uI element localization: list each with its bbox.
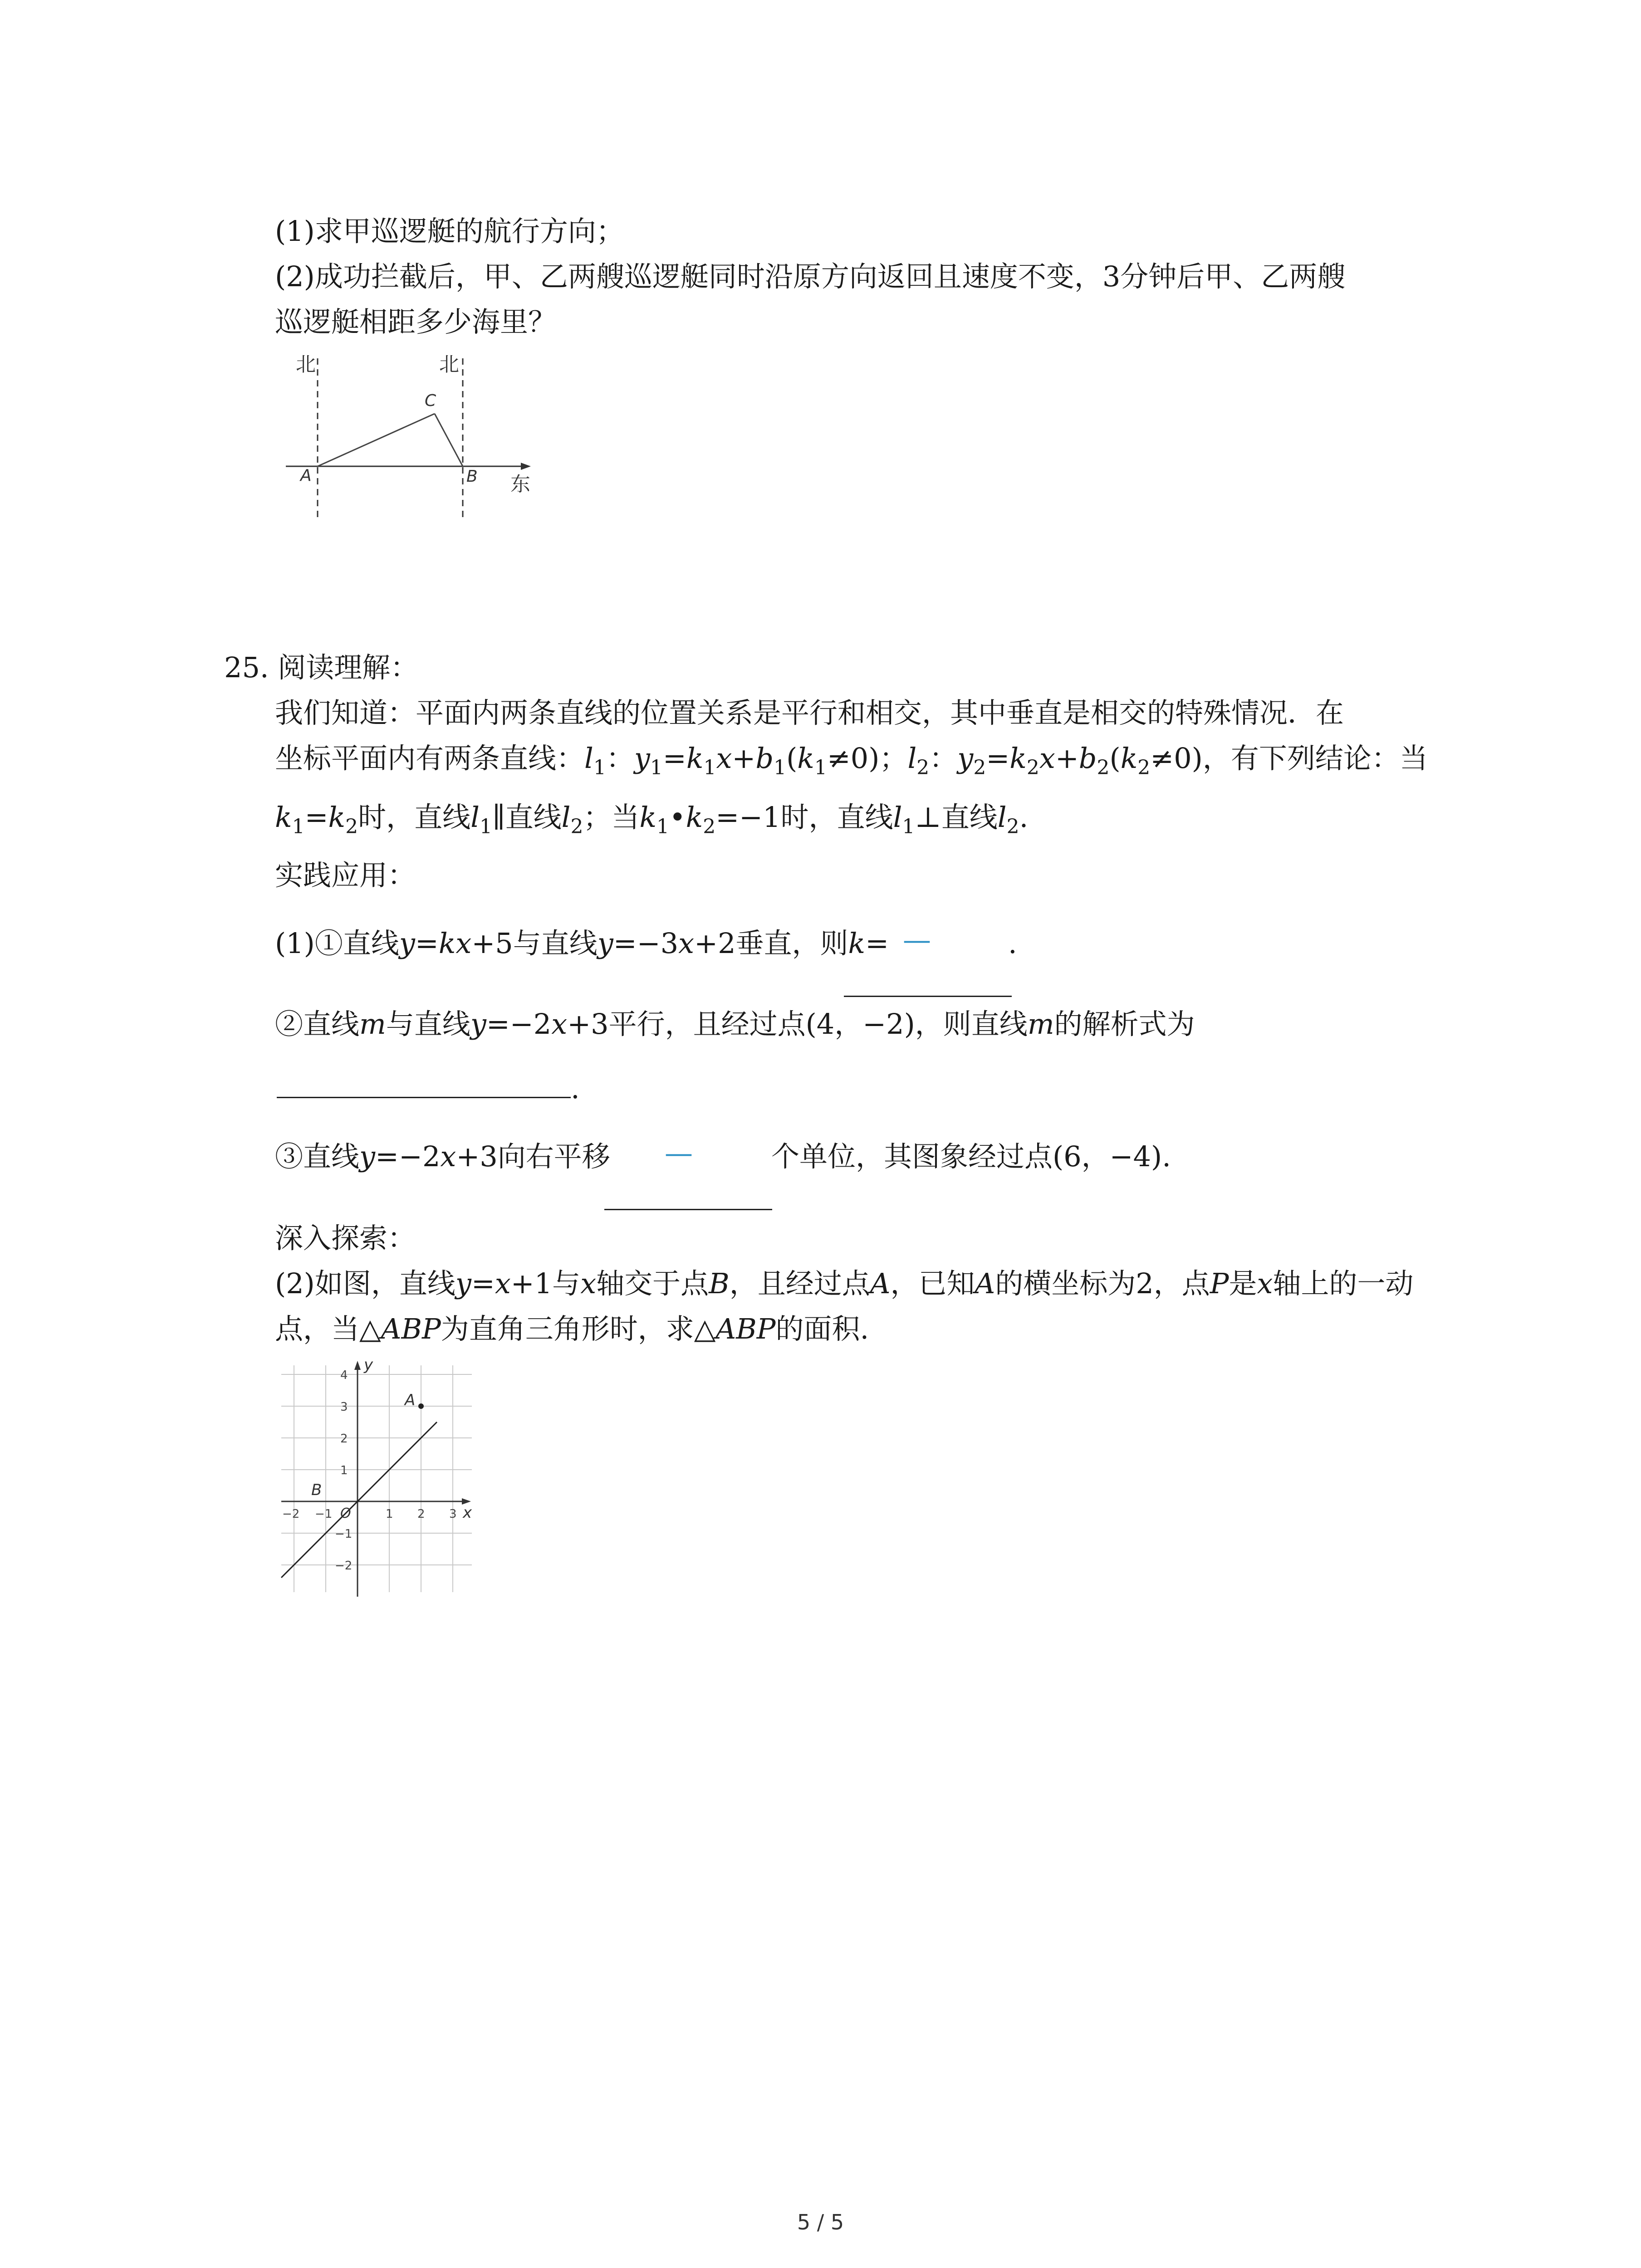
q25-p3-part2: 个单位，其图象经过点(6，−4). [771, 1140, 1171, 1173]
segment-ac [318, 414, 435, 466]
x-tick-label: 1 [386, 1507, 393, 1521]
x-tick-label: −1 [315, 1507, 333, 1521]
p3-answer-blank[interactable] [604, 1209, 772, 1210]
q25-intro-line1: 我们知道：平面内两条直线的位置关系是平行和相交，其中垂直是相交的特殊情况．在 [275, 696, 1344, 729]
x-tick-label: −2 [282, 1507, 300, 1521]
point-a-label: A [300, 466, 312, 485]
p1-answer-blank[interactable] [844, 996, 1012, 997]
q25-intro-line2: 坐标平面内有两条直线：$l_1$：$y_1=k_1x+b_1(k_1\ne 0)$；$l_2$：$y_2=k_2x+b_2(k_2\ne 0)$，有下列结论：当 [275, 742, 1428, 779]
q25-p2: ②直线m与直线y=−2x+3平行，且经过点(4，−2)，则直线m的解析式为 [275, 1007, 1195, 1041]
y-axis-label: y [364, 1356, 373, 1374]
grid-lines [281, 1365, 472, 1592]
q24-part2-line2: 巡逻艇相距多少海里？ [275, 305, 557, 338]
x-tick-label: 3 [449, 1507, 457, 1521]
q25-title: 25. 阅读理解： [224, 651, 419, 684]
point-b-label: B [311, 1481, 322, 1499]
north-label-left: 北 [296, 353, 316, 376]
line-y-eq-x-plus-1 [281, 1422, 437, 1578]
point-a-label: A [405, 1391, 416, 1409]
north-label-right: 北 [439, 353, 459, 376]
y-tick-label: 4 [340, 1369, 348, 1382]
y-tick-label: −2 [335, 1559, 353, 1573]
page-number: 5 / 5 [797, 2210, 844, 2234]
x-tick-label: 2 [417, 1507, 425, 1521]
segment-cb [435, 414, 463, 466]
q25-coordinate-graph [272, 1356, 490, 1601]
point-a [418, 1403, 424, 1409]
point-b-label: B [466, 467, 478, 486]
y-tick-label: 3 [340, 1400, 348, 1414]
p3-answer-dash: — [665, 1136, 693, 1169]
q25-p1: (1)①直线y=kx+5与直线y=−3x+2垂直，则k= [275, 927, 889, 960]
q24-part2-line1: (2)成功拦截后，甲、乙两艘巡逻艇同时沿原方向返回且速度不变，3分钟后甲、乙两艘 [275, 260, 1346, 293]
q24-part1: (1)求甲巡逻艇的航行方向； [275, 215, 624, 248]
point-c-label: C [425, 391, 436, 410]
q25-explore-heading: 深入探索： [275, 1222, 416, 1255]
q25-part2-line2: 点，当△ABP为直角三角形时，求△ABP的面积. [275, 1312, 869, 1345]
origin-label: O [340, 1505, 351, 1521]
x-axis-label: x [463, 1504, 472, 1522]
p1-end-period: . [1008, 927, 1017, 960]
q24-figure [272, 349, 554, 522]
p1-answer-dash: — [903, 923, 931, 956]
q25-part2-line1: (2)如图，直线y=x+1与x轴交于点B，且经过点A，已知A的横坐标为2，点P是x轴上的一动 [275, 1267, 1414, 1300]
y-tick-label: 1 [340, 1464, 348, 1477]
q25-p3-part1: ③直线y=−2x+3向右平移 [275, 1140, 610, 1173]
p2-end-period: . [571, 1072, 580, 1105]
east-label: 东 [510, 473, 530, 496]
east-arrowhead [521, 463, 531, 470]
q25-practice-heading: 实践应用： [275, 859, 416, 892]
y-tick-label: 2 [340, 1432, 348, 1446]
y-tick-label: −1 [335, 1527, 353, 1541]
p2-answer-blank[interactable] [277, 1097, 571, 1098]
q25-intro-line3: $k_1=k_2$时，直线$l_1\parallel$直线$l_2$；当$k_1•k_2=-1$时，直线$l_1\perp$直线$l_2$. [275, 801, 1029, 838]
y-axis-arrow [354, 1361, 361, 1370]
